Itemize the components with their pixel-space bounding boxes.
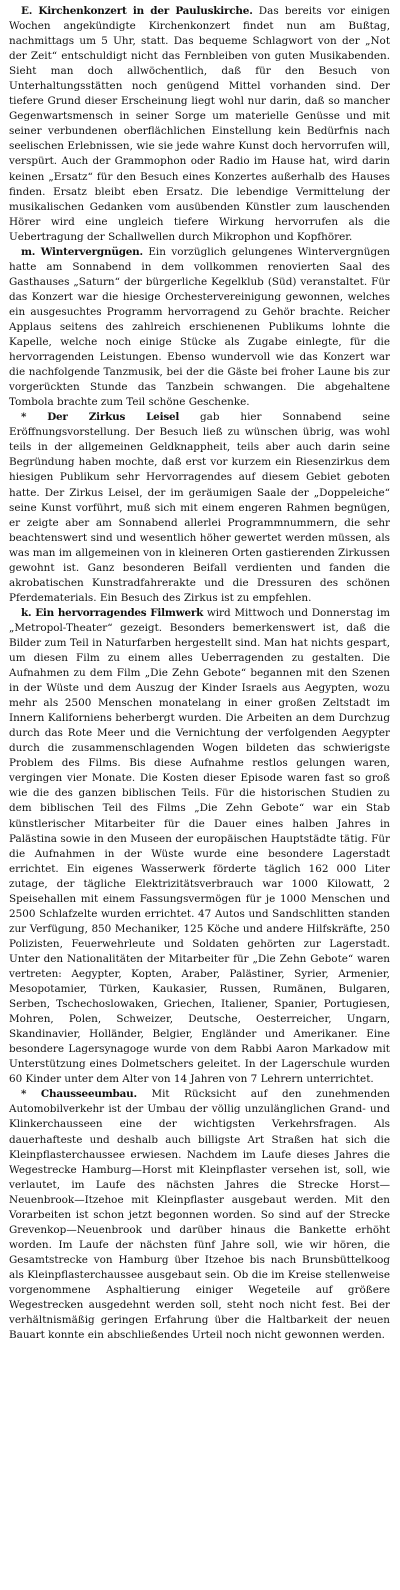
article-heading: m. Wintervergnügen. <box>21 245 143 258</box>
article-body: Mit Rücksicht auf den zunehmenden Automobilverkehr ist der Umbau der völlig unzulänglichen Grand- und Klinkerchausseen eine der wichtigsten Verkehrsfragen. Als dauerhafteste und deshalb auch billigste Art Straßen hat sich die Kleinpflasterchaussee erwiesen. Nachdem im Laufe dieses Jahres die Wegestrecke Hamburg—Horst mit Kleinpflaster versehen ist, soll, wie verlautet, im Laufe des nächsten Jahres die Strecke Horst—Neuenbrook—Itzehoe mit Kleinpflaster ausgebaut werden. Mit den Vorarbeiten ist schon jetzt begonnen worden. So sind auf der Strecke Grevenkop—Neuenbrook und darüber hinaus die Bankette erhöht worden. Im Laufe der nächsten fünf Jahre soll, wie wir hören, die Gesamtstrecke von Hamburg über Itzehoe bis nach Brunsbüttelkoog als Kleinpflasterchaussee ausgebaut sein. Ob die im Kreise stellenweise vorgenommene Asphaltierung einiger Wegeteile auf größere Wegestrecken ausgedehnt werden soll, steht noch nicht fest. Bei der verhältnismäßig geringen Erfahrung über die Haltbarkeit der neuen Bauart konnte ein abschließendes Urteil noch nicht gewonnen werden. <box>9 1088 390 1342</box>
article-circus-leisel <box>9 410 390 606</box>
article-body: gab hier Sonnabend seine Eröffnungsvorstellung. Der Besuch ließ zu wünschen übrig, was wohl teils in der allgemeinen Geldknappheit, teils aber auch darin seine Begründung haben mochte, daß erst vor kurzem ein Riesenzirkus dem hiesigen Publikum sehr Hervorragendes auf diesem Gebiet geboten hatte. Der Zirkus Leisel, der im geräumigen Saale der „Doppeleiche“ seine Kunst vorführt, muß sich mit einem engeren Rahmen begnügen, er zeigte aber am Sonnabend allerlei Programmnummern, die sehr beachtenswert sind und wesentlich höher gewertet werden müssen, als was man im allgemeinen von in kleineren Orten gastierenden Zirkussen gewohnt ist. Ganz besonderen Beifall verdienten und fanden die akrobatischen Kunstradfahrerakte und die Dressuren des schönen Pferdematerials. Ein Besuch des Zirkus ist zu empfehlen. <box>9 411 390 604</box>
article-heading: * Der Zirkus Leisel <box>21 411 180 424</box>
article-heading: k. Ein hervorragendes Filmwerk <box>21 606 204 619</box>
article-road-construction <box>9 1087 390 1343</box>
article-film <box>9 606 390 1088</box>
article-heading: E. Kirchenkonzert in der Pauluskirche. <box>21 5 253 17</box>
article-paragraph <box>9 606 390 1088</box>
article-body: Das bereits vor einigen Wochen angekündigte Kirchenkonzert findet nun am Bußtag, nachmittags um 5 Uhr, statt. Das bequeme Schlagwort von der „Not der Zeit“ entschuldigt nicht das Fernbleiben von guten Musikabenden. Sieht man doch allwöchentlich, daß für den Besuch von Unterhaltungsstätten noch genügend Mittel vorhanden sind. Der tiefere Grund dieser Erscheinung liegt wohl nur darin, daß so mancher Gegenwartsmensch in seiner Sorge um materielle Genüsse und mit seiner verbundenen oberflächlichen Einstellung kein Bedürfnis nach seelischen Erlebnissen, wie sie jede wahre Kunst doch hervorrufen will, verspürt. Auch der Grammophon oder Radio im Hause hat, wird darin keinen „Ersatz“ für den Besuch eines Konzertes außerhalb des Hauses finden. Ersatz bleibt eben Ersatz. Die lebendige Vermittelung der musikalischen Gedanken vom ausübenden Künstler zum lauschenden Hörer wird eine ungleich tiefere Wirkung hervorrufen als die Uebertragung der Schallwellen durch Mikrophon und Kopfhörer. <box>9 5 390 243</box>
article-paragraph <box>9 1087 390 1343</box>
article-winter-entertainment <box>9 245 390 411</box>
article-paragraph <box>9 245 390 411</box>
article-church-concert <box>9 4 390 245</box>
article-body: wird Mittwoch und Donnerstag im „Metropol-Theater“ gezeigt. Besonders bemerkenswert ist, daß die Bilder zum Teil in Naturfarben hergestellt sind. Man hat nichts gespart, um diesen Film zu einem alles Ueberragenden zu gestalten. Die Aufnahmen zu dem Film „Die Zehn Gebote“ begannen mit den Szenen in der Wüste und dem Auszug der Kinder Israels aus Aegypten, wozu mehr als 2500 Menschen monatelang in einer großen Zeltstadt im Innern Kaliforniens beherbergt wurden. Die Arbeiten an dem Durchzug durch das Rote Meer und die Vernichtung der verfolgenden Aegypter durch die zusammenschlagenden Wogen bildeten das schwierigste Problem des Films. Bis diese Aufnahme restlos gelungen waren, vergingen vier Monate. Die Kosten dieser Episode waren fast so groß wie die des ganzen biblischen Teils. Für die historischen Studien zu dem biblischen Teil des Films „Die Zehn Gebote“ war ein Stab künstlerischer Mitarbeiter für die Dauer eines halben Jahres in Palästina sowie in den Museen der europäischen Hauptstädte tätig. Für die Aufnahmen in der Wüste wurde eine besondere Lagerstadt errichtet. Ein eigenes Wasserwerk förderte täglich 162 000 Liter zutage, der tägliche Elektrizitätsverbrauch war 1000 Kilowatt, 2 Speisehallen mit einem Fassungsvermögen für je 1000 Menschen und 2500 Schlafzelte wurden errichtet. 47 Autos und Sandschlitten standen zur Verfügung, 850 Mechaniker, 125 Köche und andere Hilfskräfte, 250 Polizisten, Feuerwehrleute und Soldaten gehörten zur Lagerstadt. Unter den Nationalitäten der Mitarbeiter für „Die Zehn Gebote“ waren vertreten: Aegypter, Kopten, Araber, Palästiner, Syrier, Armenier, Mesopotamier, Türken, Kaukasier, Russen, Rumänen, Bulgaren, Serben, Tschechoslowaken, Griechen, Italiener, Spanier, Portugiesen, Mohren, Polen, Schweizer, Deutsche, Oesterreicher, Ungarn, Skandinavier, Holländer, Belgier, Engländer und Amerikaner. Eine besondere Lagersynagoge wurde von dem Rabbi Aaron Markadow mit Unterstützung eines Dolmetschers geleitet. In der Lagerschule wurden 60 Kinder unter dem Alter von 14 Jahren von 7 Lehrern unterrichtet. <box>9 606 390 1086</box>
article-heading: * Chausseeumbau. <box>21 1088 137 1101</box>
article-body: Ein vorzüglich gelungenes Wintervergnügen hatte am Sonnabend in dem vollkommen renovierten Saal des Gasthauses „Saturn“ der bürgerliche Kegelklub (Süd) veranstaltet. Für das Konzert war die hiesige Orchestervereinigung gewonnen, welches ein ausgesuchtes Programm hervorragend zu Gehör brachte. Reicher Applaus seitens des zahlreich erschienenen Publikums lohnte die Kapelle, welche noch einige Stücke als Zugabe einlegte, für die hervorragenden Leistungen. Ebenso wundervoll wie das Konzert war die nachfolgende Tanzmusik, bei der die Gäste bei froher Laune bis zur vorgerückten Stunde das Tanzbein schwangen. Die abgehaltene Tombola brachte zum Teil schöne Geschenke. <box>9 245 390 409</box>
article-paragraph <box>9 4 390 245</box>
article-paragraph <box>9 410 390 606</box>
